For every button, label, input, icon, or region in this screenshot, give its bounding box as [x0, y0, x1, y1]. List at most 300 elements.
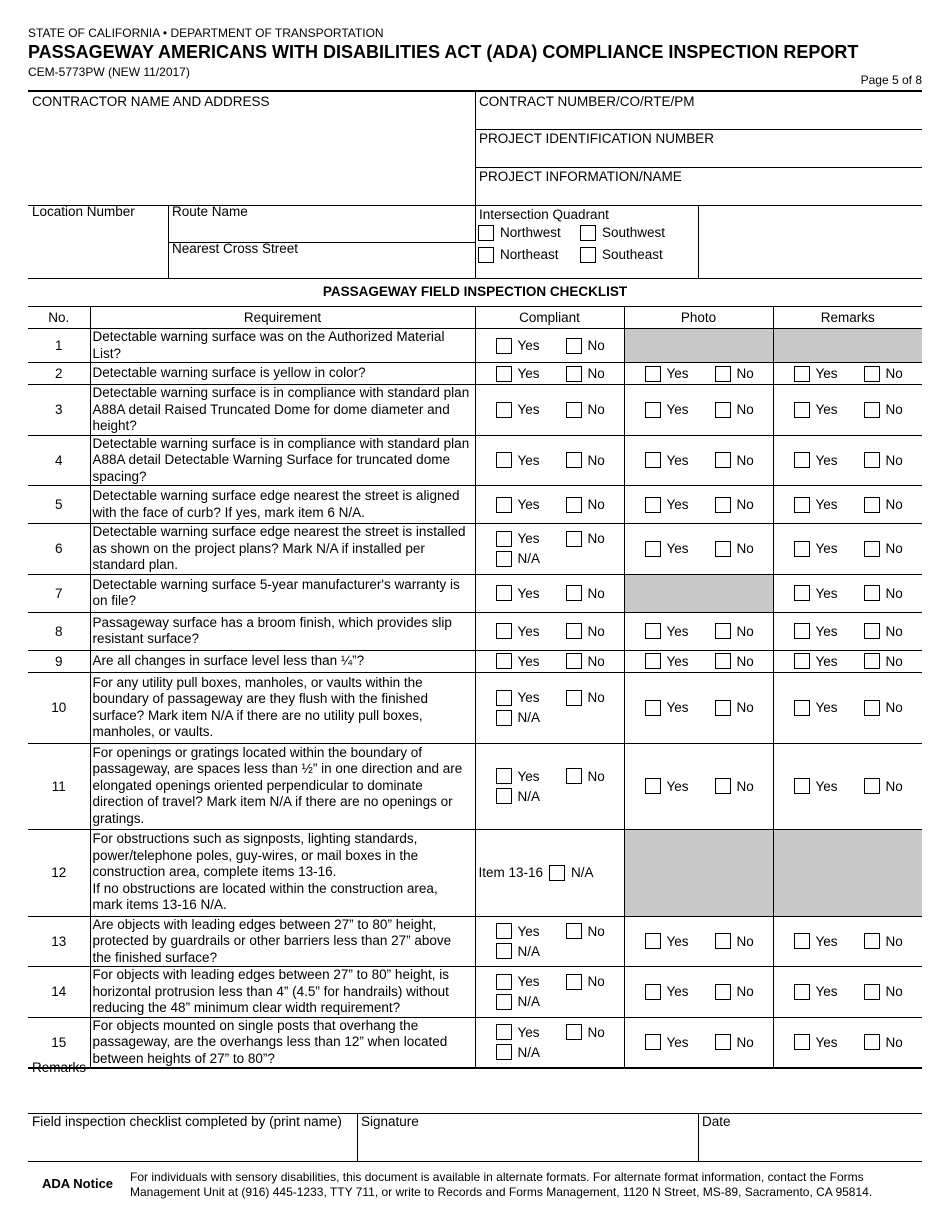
remarks-cell[interactable]: [773, 363, 922, 385]
checkbox[interactable]: [715, 623, 731, 639]
info-rule: [28, 205, 922, 206]
compliant-cell[interactable]: [475, 574, 624, 612]
yes-label: Yes: [666, 497, 689, 512]
compliant-cell[interactable]: [475, 743, 624, 829]
no-label: No: [587, 531, 605, 547]
checklist-row: [28, 435, 922, 486]
row-number: 3: [28, 385, 90, 436]
checklist-table: [28, 306, 922, 1069]
checkbox[interactable]: [566, 923, 582, 939]
checkbox[interactable]: [496, 923, 512, 939]
remarks-cell[interactable]: [773, 524, 922, 575]
checkbox[interactable]: [794, 984, 810, 1000]
remarks-cell[interactable]: [773, 650, 922, 672]
compliant-yes-no[interactable]: [496, 452, 624, 468]
checkbox[interactable]: [496, 943, 512, 959]
remarks-yes-no[interactable]: [794, 700, 923, 716]
checkbox[interactable]: [496, 1024, 512, 1040]
requirement-text: Detectable warning surface edge nearest the street is installed as shown on the project plans? Mark N/A if installed per standard plan.: [92, 524, 466, 572]
remarks-cell[interactable]: [773, 1017, 922, 1068]
checkbox[interactable]: [794, 585, 810, 601]
checkbox[interactable]: [864, 541, 880, 557]
checkbox[interactable]: [496, 497, 512, 513]
photo-options: [625, 366, 773, 382]
checkbox[interactable]: [715, 778, 731, 794]
compliant-yes-no[interactable]: [496, 690, 624, 706]
checkbox[interactable]: [864, 497, 880, 513]
checklist-row: [28, 524, 922, 575]
remarks-cell[interactable]: [773, 385, 922, 436]
quadrant-northwest[interactable]: Northwest: [478, 225, 561, 241]
requirement-text: Detectable warning surface edge nearest the street is aligned with the face of curb? If yes, mark item 6 N/A.: [92, 488, 460, 520]
yes-label: Yes: [517, 338, 540, 353]
na-label: N/A: [571, 865, 594, 880]
compliant-cell[interactable]: [475, 612, 624, 650]
compliant-yes-no[interactable]: [496, 623, 624, 639]
checkbox[interactable]: [645, 402, 661, 418]
photo-options: [625, 653, 773, 669]
compliant-na[interactable]: [496, 788, 624, 804]
remarks-cell[interactable]: [773, 916, 922, 967]
requirement-text: For objects mounted on single posts that overhang the passageway, are the overhangs less than 12” when located between heights of 27” to 80”?: [92, 1017, 448, 1066]
checkbox[interactable]: [496, 768, 512, 784]
col-header-compliant: Compliant: [475, 307, 624, 329]
photo-cell[interactable]: [624, 743, 773, 829]
row-requirement: [90, 435, 475, 486]
checkbox[interactable]: [496, 974, 512, 990]
checkbox[interactable]: [496, 1044, 512, 1060]
remarks-options: [774, 541, 923, 557]
checkbox[interactable]: [645, 497, 661, 513]
compliant-yes-no[interactable]: [496, 402, 624, 418]
yes-label: Yes: [666, 778, 689, 794]
remarks-options: [774, 585, 923, 601]
compliant-na[interactable]: [496, 551, 624, 567]
photo-options: [625, 452, 773, 468]
photo-yes-no[interactable]: [645, 778, 773, 794]
date-field[interactable]: Date: [702, 1114, 731, 1129]
checkbox[interactable]: [715, 700, 731, 716]
checkbox[interactable]: [566, 653, 582, 669]
checkbox[interactable]: [580, 225, 596, 241]
compliant-cell[interactable]: [475, 363, 624, 385]
checkbox[interactable]: [645, 984, 661, 1000]
checkbox[interactable]: [645, 366, 661, 382]
checkbox[interactable]: [715, 1034, 731, 1050]
compliant-yes-no[interactable]: [496, 497, 624, 513]
checkbox[interactable]: [566, 1024, 582, 1040]
compliant-cell[interactable]: [475, 650, 624, 672]
remarks-cell[interactable]: [773, 967, 922, 1018]
yes-label: Yes: [815, 1034, 838, 1050]
compliant-options: [476, 623, 624, 639]
no-label: No: [587, 690, 605, 705]
compliant-cell[interactable]: [475, 829, 624, 916]
no-label: No: [587, 338, 605, 353]
remarks-cell[interactable]: [773, 435, 922, 486]
no-label: No: [587, 497, 605, 512]
checkbox[interactable]: [715, 402, 731, 418]
compliant-yes-no[interactable]: [496, 974, 624, 990]
no-label: No: [736, 1034, 754, 1050]
project-id-field[interactable]: PROJECT IDENTIFICATION NUMBER: [479, 131, 715, 146]
compliant-yes-no[interactable]: [496, 338, 624, 354]
row-number: 5: [28, 486, 90, 524]
checkbox[interactable]: [645, 653, 661, 669]
no-label: No: [587, 366, 605, 381]
info-divider: [698, 205, 699, 279]
checkbox[interactable]: [566, 690, 582, 706]
checkbox[interactable]: [864, 933, 880, 949]
route-name-field[interactable]: Route Name: [172, 204, 248, 219]
yes-label: Yes: [666, 653, 689, 669]
remarks-yes-no[interactable]: [794, 778, 923, 794]
compliant-na[interactable]: [496, 1044, 624, 1060]
col-header-requirement: Requirement: [90, 307, 475, 329]
checkbox[interactable]: [496, 531, 512, 547]
photo-options: [625, 402, 773, 418]
checkbox[interactable]: [566, 974, 582, 990]
compliant-cell[interactable]: [475, 486, 624, 524]
remarks-cell[interactable]: [773, 743, 922, 829]
photo-cell[interactable]: [624, 967, 773, 1018]
row-number: 14: [28, 967, 90, 1018]
no-label: No: [885, 1034, 903, 1050]
remarks-yes-no[interactable]: [794, 984, 923, 1000]
col-header-remarks: Remarks: [773, 307, 922, 329]
checklist-row: [28, 829, 922, 916]
remarks-cell: [773, 829, 922, 916]
checkbox[interactable]: [645, 541, 661, 557]
completed-by-field[interactable]: Field inspection checklist completed by (print name): [32, 1114, 342, 1129]
requirement-text: For objects with leading edges between 27” to 80” height, is horizontal protrusion less than 4” (4.5” for handrails) without reducing the 48” minimum clear width requirement?: [92, 967, 449, 1015]
compliant-cell[interactable]: [475, 524, 624, 575]
checkbox[interactable]: [864, 585, 880, 601]
remarks-options: [774, 700, 923, 716]
remarks-yes-no[interactable]: [794, 541, 923, 557]
no-label: No: [736, 933, 754, 949]
photo-cell[interactable]: [624, 524, 773, 575]
no-label: No: [885, 452, 903, 468]
row-number: 15: [28, 1017, 90, 1068]
checkbox[interactable]: [794, 623, 810, 639]
compliant-yes-no[interactable]: [496, 923, 624, 939]
na-label: N/A: [517, 943, 541, 959]
no-label: No: [885, 402, 903, 418]
yes-label: Yes: [517, 653, 540, 669]
photo-cell[interactable]: [624, 916, 773, 967]
photo-yes-no[interactable]: [645, 700, 773, 716]
checkbox[interactable]: [496, 338, 512, 354]
contractor-field[interactable]: CONTRACTOR NAME AND ADDRESS: [32, 94, 270, 109]
checkbox[interactable]: [794, 778, 810, 794]
col-header-photo: Photo: [624, 307, 773, 329]
checkbox[interactable]: [794, 700, 810, 716]
no-label: No: [885, 623, 903, 639]
checklist-row: [28, 650, 922, 672]
no-label: No: [885, 653, 903, 669]
row-number: 2: [28, 363, 90, 385]
checkbox[interactable]: [864, 452, 880, 468]
photo-yes-no[interactable]: [645, 933, 773, 949]
yes-label: Yes: [666, 623, 689, 639]
compliant-cell[interactable]: [475, 672, 624, 743]
remarks-yes-no[interactable]: [794, 933, 923, 949]
checkbox[interactable]: [864, 778, 880, 794]
checkbox[interactable]: [496, 366, 512, 382]
row-number: 7: [28, 574, 90, 612]
photo-cell[interactable]: [624, 612, 773, 650]
compliant-cell[interactable]: [475, 329, 624, 363]
checkbox[interactable]: [645, 933, 661, 949]
na-label: N/A: [517, 994, 541, 1010]
photo-cell[interactable]: [624, 672, 773, 743]
yes-label: Yes: [517, 623, 540, 639]
checklist-row: [28, 967, 922, 1018]
compliant-cell[interactable]: [475, 967, 624, 1018]
checkbox[interactable]: [496, 452, 512, 468]
photo-yes-no[interactable]: [645, 402, 773, 418]
remarks-options: [774, 653, 923, 669]
no-label: No: [885, 700, 903, 715]
compliant-cell[interactable]: [475, 385, 624, 436]
checkbox[interactable]: [864, 700, 880, 716]
row-requirement: [90, 829, 475, 916]
photo-yes-no[interactable]: [645, 984, 773, 1000]
compliant-na[interactable]: [496, 710, 624, 726]
quadrant-southeast[interactable]: Southeast: [580, 247, 663, 263]
checkbox[interactable]: [496, 710, 512, 726]
checkbox[interactable]: [496, 402, 512, 418]
location-number-field[interactable]: Location Number: [32, 204, 135, 219]
na-label: N/A: [517, 710, 541, 725]
compliant-yes-no[interactable]: [496, 531, 624, 547]
cross-street-field[interactable]: Nearest Cross Street: [172, 241, 299, 256]
no-label: No: [587, 923, 605, 939]
no-label: No: [736, 541, 754, 557]
remarks-cell: [773, 329, 922, 363]
checkbox[interactable]: [715, 933, 731, 949]
remarks-yes-no[interactable]: [794, 366, 923, 382]
checkbox[interactable]: [566, 366, 582, 382]
checkbox[interactable]: [496, 585, 512, 601]
yes-label: Yes: [815, 497, 838, 512]
checkbox[interactable]: [794, 653, 810, 669]
requirement-text: For any utility pull boxes, manholes, or vaults within the boundary of passageway are they flush with the finished surface? Mark item N/A if there are no utility pull boxes, manholes, or vaults.: [92, 674, 428, 739]
photo-cell[interactable]: [624, 435, 773, 486]
compliant-options: [476, 690, 624, 726]
remarks-yes-no[interactable]: [794, 585, 923, 601]
remarks-field[interactable]: Remarks: [32, 1060, 87, 1075]
compliant-cell[interactable]: [475, 1017, 624, 1068]
checkbox[interactable]: [645, 452, 661, 468]
requirement-text: For openings or gratings located within the boundary of passageway, are spaces less than ½” in one direction and are elongated openings oriented perpendicular to dominate direction of travel? Mark item N/A if there are no openings or gratings.: [92, 744, 463, 826]
checkbox[interactable]: [566, 768, 582, 784]
yes-label: Yes: [666, 402, 689, 418]
checkbox[interactable]: [549, 865, 565, 881]
checkbox[interactable]: [496, 788, 512, 804]
checkbox[interactable]: [794, 497, 810, 513]
yes-label: Yes: [517, 452, 540, 468]
remarks-yes-no[interactable]: [794, 1034, 923, 1050]
remarks-yes-no[interactable]: [794, 452, 923, 468]
compliant-options: [476, 366, 624, 382]
no-label: No: [736, 700, 754, 715]
footer-divider: [698, 1113, 699, 1161]
checkbox[interactable]: [496, 994, 512, 1010]
compliant-options: [476, 402, 624, 418]
photo-yes-no[interactable]: [645, 623, 773, 639]
checkbox[interactable]: [794, 933, 810, 949]
photo-yes-no[interactable]: [645, 452, 773, 468]
na-label: N/A: [517, 1044, 541, 1060]
remarks-cell[interactable]: [773, 486, 922, 524]
compliant-options: [476, 768, 624, 804]
yes-label: Yes: [815, 541, 838, 557]
compliant-na[interactable]: [496, 994, 624, 1010]
checkbox[interactable]: [566, 585, 582, 601]
remarks-yes-no[interactable]: [794, 653, 923, 669]
checkbox[interactable]: [496, 690, 512, 706]
yes-label: Yes: [815, 623, 838, 639]
checklist-row: [28, 612, 922, 650]
photo-cell[interactable]: [624, 385, 773, 436]
quadrant-label: Intersection Quadrant: [479, 207, 609, 222]
checkbox[interactable]: [715, 497, 731, 513]
compliant-yes-no[interactable]: [496, 1024, 624, 1040]
photo-yes-no[interactable]: [645, 497, 773, 513]
checkbox[interactable]: [715, 452, 731, 468]
checkbox[interactable]: [566, 452, 582, 468]
compliant-cell[interactable]: [475, 435, 624, 486]
checkbox[interactable]: [566, 623, 582, 639]
checkbox[interactable]: [794, 452, 810, 468]
compliant-yes-no[interactable]: [496, 768, 624, 784]
checkbox[interactable]: [496, 551, 512, 567]
remarks-cell[interactable]: [773, 574, 922, 612]
na-label: N/A: [517, 551, 541, 567]
row-requirement: [90, 574, 475, 612]
compliant-cell[interactable]: [475, 916, 624, 967]
no-label: No: [885, 585, 903, 601]
row-requirement: [90, 650, 475, 672]
checkbox[interactable]: [864, 1034, 880, 1050]
quadrant-southwest[interactable]: Southwest: [580, 225, 665, 241]
compliant-na[interactable]: [496, 943, 624, 959]
checkbox[interactable]: [566, 531, 582, 547]
info-bottom-border: [28, 278, 922, 279]
checkbox[interactable]: [645, 700, 661, 716]
checkbox[interactable]: [715, 366, 731, 382]
checkbox[interactable]: [645, 1034, 661, 1050]
checkbox[interactable]: [715, 984, 731, 1000]
checkbox[interactable]: [864, 623, 880, 639]
checkbox[interactable]: [496, 623, 512, 639]
remarks-options: [774, 1034, 923, 1050]
row-requirement: [90, 672, 475, 743]
remarks-yes-no[interactable]: [794, 497, 923, 513]
no-label: No: [587, 402, 605, 418]
checkbox[interactable]: [566, 338, 582, 354]
yes-label: Yes: [517, 531, 540, 547]
page-number: Page 5 of 8: [860, 73, 922, 87]
yes-label: Yes: [666, 366, 689, 381]
yes-label: Yes: [815, 402, 838, 418]
photo-options: [625, 541, 773, 557]
quadrant-northeast[interactable]: Northeast: [478, 247, 559, 263]
contract-number-field[interactable]: CONTRACT NUMBER/CO/RTE/PM: [479, 94, 695, 109]
photo-cell[interactable]: [624, 363, 773, 385]
item-13-16-na[interactable]: [476, 865, 624, 881]
checkbox[interactable]: [566, 402, 582, 418]
photo-cell[interactable]: [624, 1017, 773, 1068]
remarks-yes-no[interactable]: [794, 623, 923, 639]
photo-cell[interactable]: [624, 486, 773, 524]
requirement-text: Detectable warning surface is in compliance with standard plan A88A detail Detectable Warning Surface for truncated dome spacing?: [92, 435, 470, 484]
checkbox[interactable]: [580, 247, 596, 263]
yes-label: Yes: [666, 452, 689, 468]
photo-yes-no[interactable]: [645, 366, 773, 382]
photo-cell: [624, 329, 773, 363]
photo-yes-no[interactable]: [645, 541, 773, 557]
checkbox[interactable]: [645, 623, 661, 639]
checkbox[interactable]: [496, 653, 512, 669]
checkbox[interactable]: [566, 497, 582, 513]
yes-label: Yes: [666, 1034, 689, 1050]
checkbox[interactable]: [794, 402, 810, 418]
checkbox[interactable]: [794, 1034, 810, 1050]
checkbox[interactable]: [864, 402, 880, 418]
requirement-text: Passageway surface has a broom finish, which provides slip resistant surface?: [92, 614, 452, 646]
checkbox[interactable]: [794, 541, 810, 557]
requirement-text: Are all changes in surface level less than ¼”?: [92, 652, 365, 668]
photo-cell[interactable]: [624, 650, 773, 672]
form-title: PASSAGEWAY AMERICANS WITH DISABILITIES ACT (ADA) COMPLIANCE INSPECTION REPORT: [28, 42, 859, 62]
photo-yes-no[interactable]: [645, 653, 773, 669]
checkbox[interactable]: [715, 541, 731, 557]
compliant-yes-no[interactable]: [496, 366, 624, 382]
info-rule: [475, 167, 922, 168]
remarks-options: [774, 623, 923, 639]
project-info-field[interactable]: PROJECT INFORMATION/NAME: [479, 169, 682, 184]
compliant-yes-no[interactable]: [496, 585, 624, 601]
yes-label: Yes: [517, 690, 540, 705]
no-label: No: [587, 452, 605, 468]
requirement-text: Are objects with leading edges between 27” to 80” height, protected by guardrails or other barriers less than 27” above the finished surface?: [92, 916, 452, 965]
photo-yes-no[interactable]: [645, 1034, 773, 1050]
remarks-yes-no[interactable]: [794, 402, 923, 418]
compliant-yes-no[interactable]: [496, 653, 624, 669]
no-label: No: [736, 452, 754, 468]
remarks-cell[interactable]: [773, 672, 922, 743]
compliant-options: [476, 531, 624, 567]
checkbox[interactable]: [645, 778, 661, 794]
checkbox[interactable]: [478, 225, 494, 241]
checkbox[interactable]: [864, 984, 880, 1000]
checkbox[interactable]: [864, 653, 880, 669]
checkbox[interactable]: [478, 247, 494, 263]
checkbox[interactable]: [864, 366, 880, 382]
remarks-options: [774, 366, 923, 382]
no-label: No: [736, 366, 754, 381]
remarks-cell[interactable]: [773, 612, 922, 650]
checkbox[interactable]: [715, 653, 731, 669]
checklist-row: [28, 363, 922, 385]
checkbox[interactable]: [794, 366, 810, 382]
checklist-row: [28, 329, 922, 363]
yes-label: Yes: [815, 366, 838, 381]
signature-field[interactable]: Signature: [361, 1114, 419, 1129]
